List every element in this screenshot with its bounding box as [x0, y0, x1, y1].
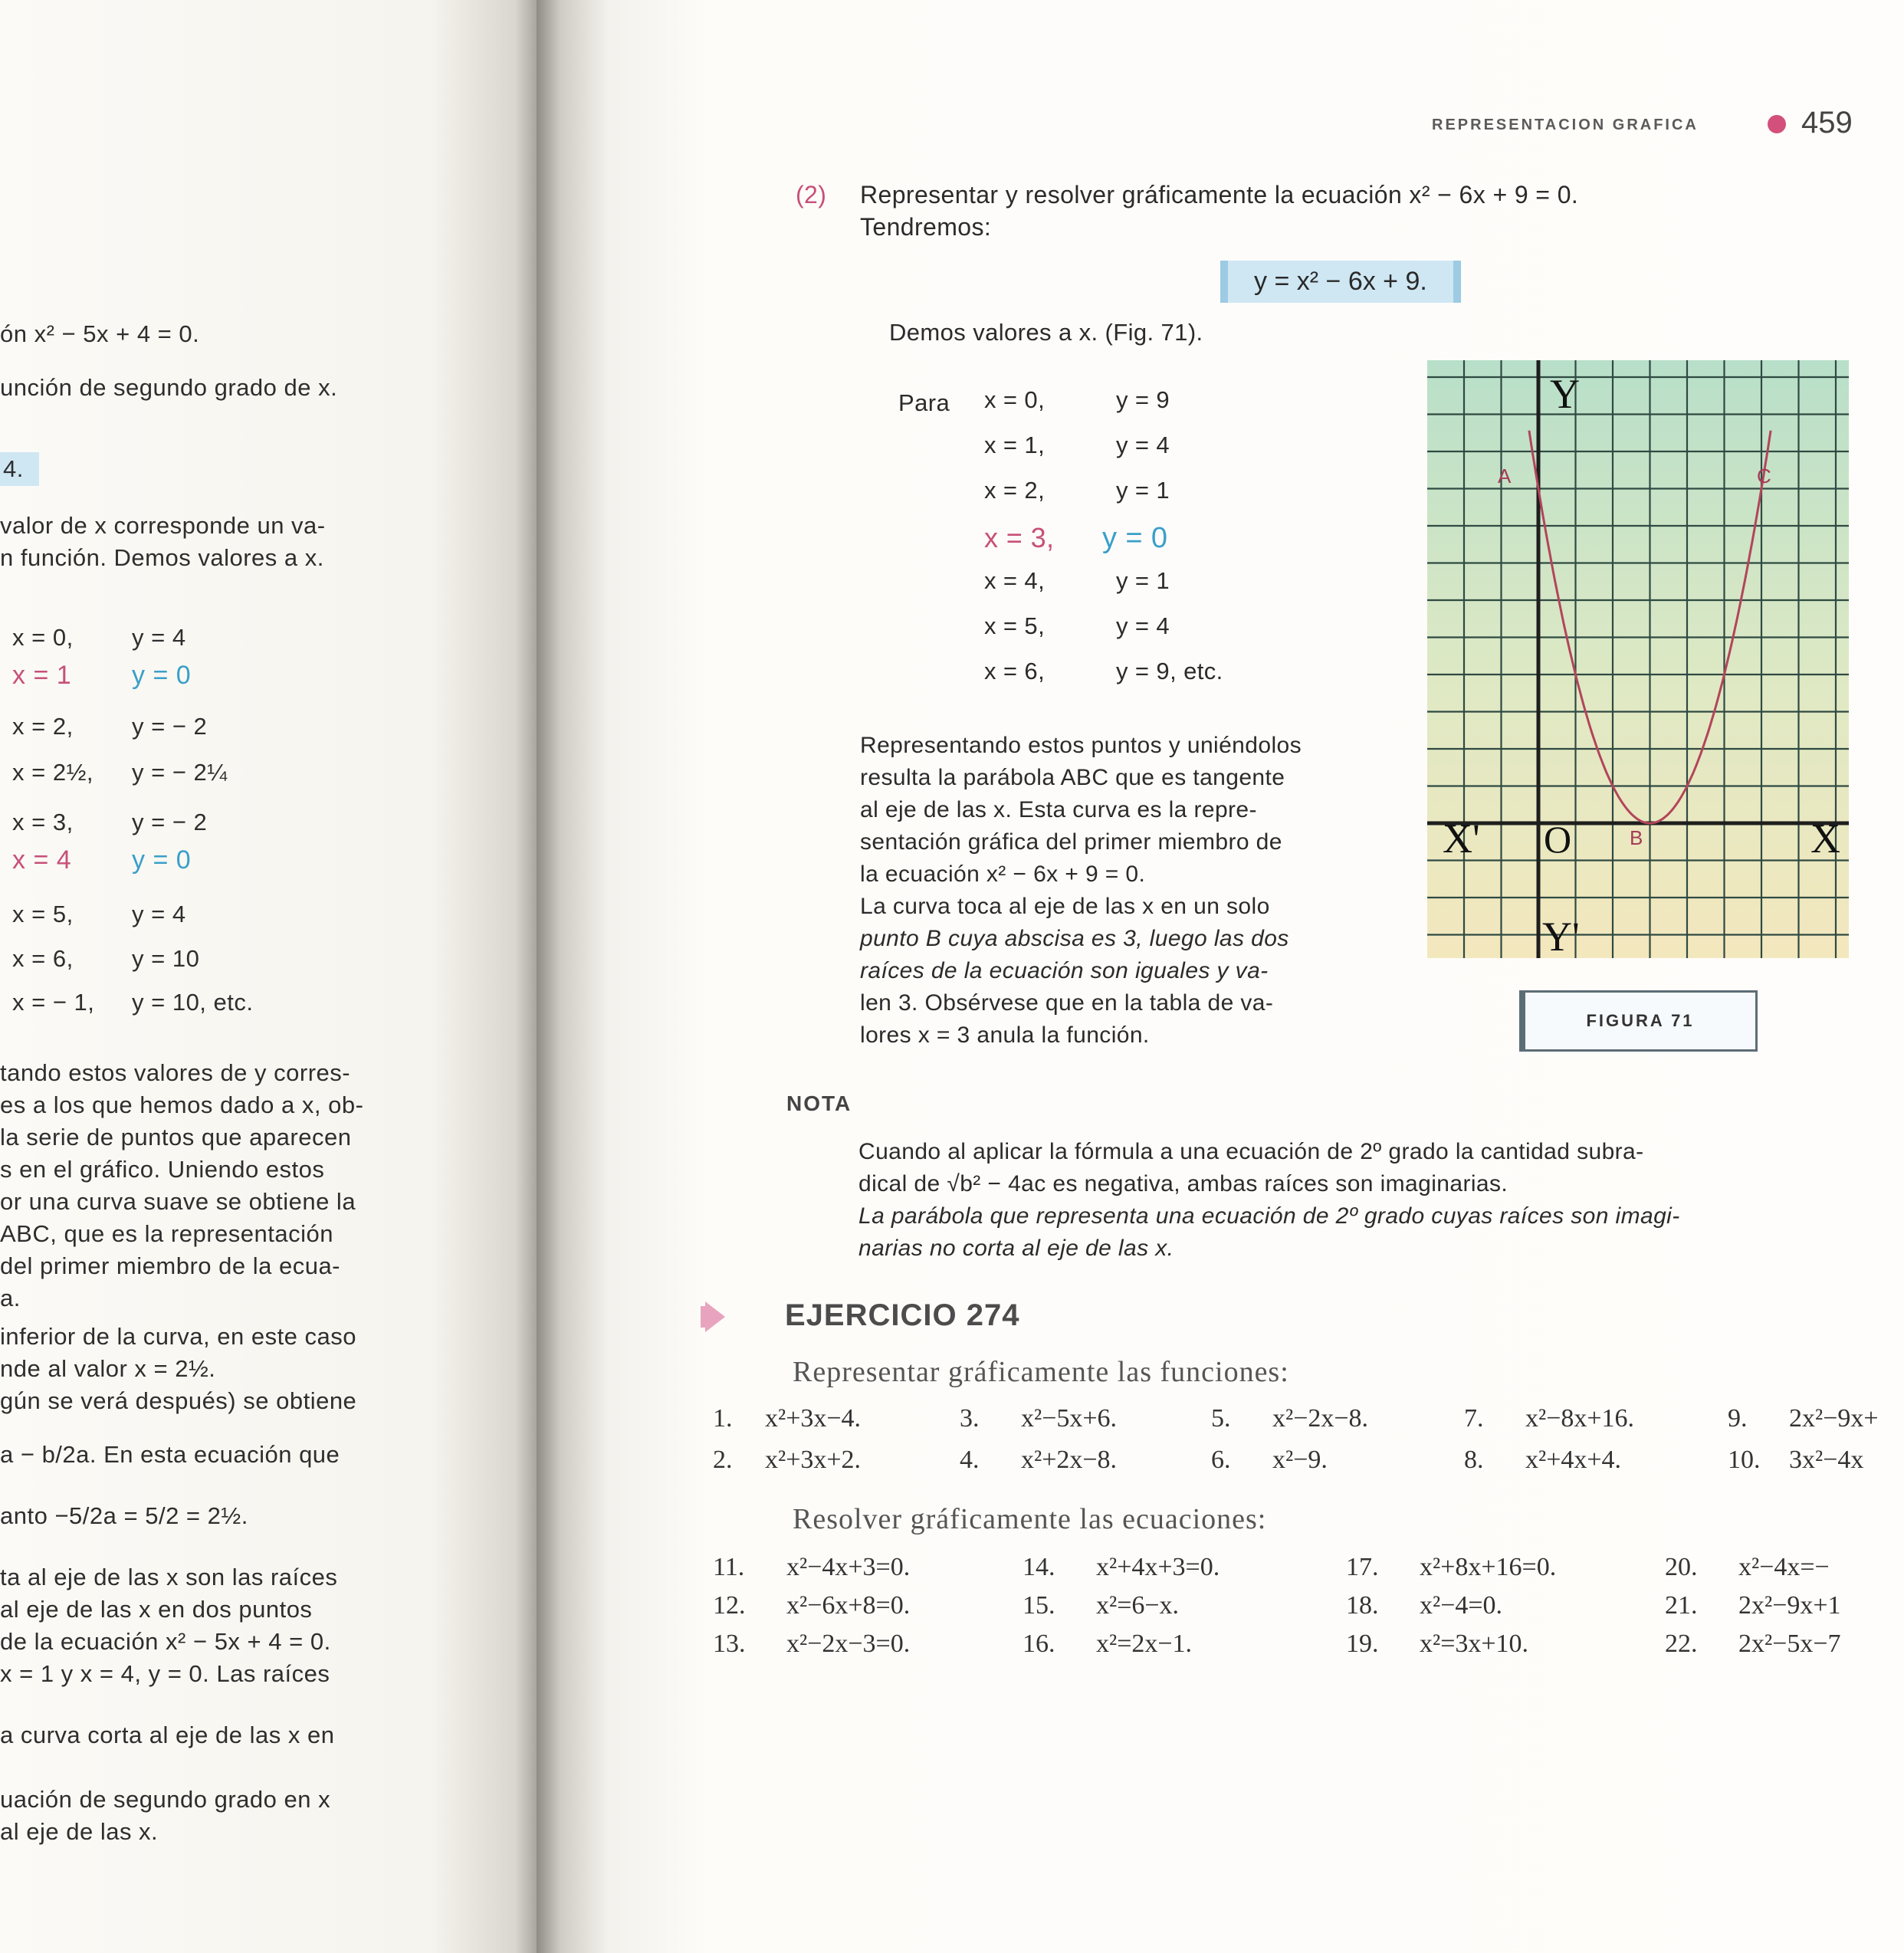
demos-valores: Demos valores a x. (Fig. 71).	[889, 319, 1203, 346]
left-table-x: x = 2,	[12, 713, 74, 740]
exercise-equation: x²+8x+16=0.	[1420, 1553, 1557, 1581]
left-table-y: y = 4	[132, 624, 186, 651]
left-paragraph-line: a.	[0, 1285, 21, 1311]
exercise-number: 20.	[1665, 1553, 1698, 1581]
exercise-number: 14.	[1023, 1553, 1055, 1581]
exercise-number: 3.	[960, 1404, 980, 1433]
exercise-function: x²+4x+4.	[1525, 1446, 1622, 1474]
left-paragraph-line: ta al eje de las x son las raíces	[0, 1564, 338, 1590]
left-table-y: y = 4	[132, 901, 186, 927]
value-table-x: x = 6,	[984, 658, 1046, 684]
left-paragraph-line: al eje de las x.	[0, 1818, 159, 1845]
explanation-line: lores x = 3 anula la función.	[860, 1022, 1150, 1048]
parabola-graph	[1427, 360, 1849, 958]
left-table-x: x = 4	[12, 845, 72, 875]
value-table-x: x = 5,	[984, 612, 1046, 639]
exercise-equation: x²−6x+8=0.	[786, 1591, 911, 1620]
exercise-function: x²−2x−8.	[1272, 1404, 1369, 1433]
exercise-number: 22.	[1665, 1630, 1698, 1658]
value-table-y: y = 4	[1116, 432, 1170, 458]
left-paragraph-line: a curva corta al eje de las x en	[0, 1722, 335, 1748]
left-table-y: y = − 2¼	[132, 759, 228, 786]
exercise-number: 4.	[960, 1446, 980, 1474]
exercise-number: 21.	[1665, 1591, 1698, 1620]
problem-number: (2)	[796, 181, 827, 208]
left-top-line: valor de x corresponde un va-	[0, 512, 326, 539]
left-paragraph-line: uación de segundo grado en x	[0, 1786, 331, 1813]
exercise-equation: x²−4x+3=0.	[786, 1553, 911, 1581]
graph-background	[1427, 360, 1849, 958]
left-paragraph-line: a − b/2a. En esta ecuación que	[0, 1441, 340, 1468]
exercise-function: x²−8x+16.	[1525, 1404, 1635, 1433]
nota-line: La parábola que representa una ecuación de 2º grado cuyas raíces son imagi-	[858, 1203, 1680, 1229]
exercise-function: 2x²−9x+	[1789, 1404, 1879, 1433]
left-table-y: y = − 2	[132, 809, 208, 835]
exercise-number: 18.	[1346, 1591, 1379, 1620]
exercise-function: x²−9.	[1272, 1446, 1328, 1474]
left-paragraph-line: s en el gráfico. Uniendo estos	[0, 1156, 325, 1183]
explanation-line: la ecuación x² − 6x + 9 = 0.	[860, 862, 1146, 887]
exercise-number: 10.	[1728, 1446, 1761, 1474]
exercise-title: EJERCICIO 274	[785, 1298, 1020, 1332]
left-highlight-fragment: 4.	[0, 452, 39, 486]
exercise-number: 16.	[1023, 1630, 1055, 1658]
explanation-line: resulta la parábola ABC que es tangente	[860, 765, 1285, 790]
main-equation: y = x² − 6x + 9.	[1220, 261, 1461, 303]
exercise-equation: x²=3x+10.	[1420, 1630, 1529, 1658]
left-paragraph-line: nde al valor x = 2½.	[0, 1355, 216, 1382]
value-table-y: y = 9, etc.	[1116, 658, 1223, 684]
nota-line: dical de √b² − 4ac es negativa, ambas raíces son imaginarias.	[858, 1171, 1508, 1196]
left-paragraph-line: tando estos valores de y corres-	[0, 1059, 351, 1086]
left-table-y: y = − 2	[132, 713, 208, 740]
left-paragraph-line: inferior de la curva, en este caso	[0, 1323, 357, 1350]
exercise-number: 5.	[1211, 1404, 1231, 1433]
left-table-y: y = 10	[132, 945, 200, 972]
exercise-equation: 2x²−9x+1	[1738, 1591, 1841, 1620]
exercise-equation: 2x²−5x−7	[1738, 1630, 1841, 1658]
para-label: Para	[898, 389, 950, 416]
left-paragraph-line: or una curva suave se obtiene la	[0, 1188, 356, 1215]
left-paragraph-line: gún se verá después) se obtiene	[0, 1387, 357, 1414]
exercise-instruction-equations: Resolver gráficamente las ecuaciones:	[793, 1503, 1267, 1535]
left-top-line: ón x² − 5x + 4 = 0.	[0, 320, 200, 347]
left-top-line: n función. Demos valores a x.	[0, 544, 324, 571]
exercise-equation: x²=2x−1.	[1096, 1630, 1193, 1658]
exercise-equation: x²−4x=−	[1738, 1553, 1830, 1581]
axis-label-y-prime: Y'	[1542, 914, 1580, 958]
value-table-y: y = 1	[1116, 567, 1170, 594]
figure-caption: FIGURA 71	[1519, 990, 1758, 1052]
explanation-line: La curva toca al eje de las x en un solo	[860, 894, 1270, 919]
exercise-equation: x²=6−x.	[1096, 1591, 1180, 1620]
point-label-c: C	[1757, 464, 1771, 487]
exercise-equation: x²−4=0.	[1420, 1591, 1503, 1620]
exercise-number: 13.	[713, 1630, 746, 1658]
left-table-x: x = 5,	[12, 901, 74, 927]
exercise-number: 19.	[1346, 1630, 1379, 1658]
exercise-number: 2.	[713, 1446, 733, 1474]
exercise-number: 12.	[713, 1591, 746, 1620]
explanation-line: sentación gráfica del primer miembro de	[860, 829, 1282, 855]
origin-label: O	[1544, 818, 1572, 861]
left-paragraph-line: ABC, que es la representación	[0, 1220, 333, 1247]
left-paragraph-line: la serie de puntos que aparecen	[0, 1124, 352, 1150]
exercise-number: 11.	[713, 1553, 745, 1581]
exercise-arrow-icon	[705, 1301, 725, 1332]
exercise-function: x²+3x−4.	[765, 1404, 862, 1433]
value-table-y: y = 0	[1102, 522, 1168, 554]
left-paragraph-line: x = 1 y x = 4, y = 0. Las raíces	[0, 1660, 330, 1687]
left-top-line: unción de segundo grado de x.	[0, 374, 338, 401]
exercise-number: 9.	[1728, 1404, 1748, 1433]
left-table-y: y = 0	[132, 661, 192, 690]
exercise-function: x²+3x+2.	[765, 1446, 862, 1474]
left-table-x: x = 1	[12, 661, 72, 690]
exercise-number: 8.	[1464, 1446, 1484, 1474]
left-table-y: y = 0	[132, 845, 192, 875]
left-table-x: x = 3,	[12, 809, 74, 835]
explanation-line: len 3. Obsérvese que en la tabla de va-	[860, 990, 1274, 1016]
page-number: 459	[1801, 106, 1853, 140]
axis-label-y: Y	[1550, 371, 1580, 417]
left-table-x: x = 0,	[12, 624, 74, 651]
left-paragraph-line: del primer miembro de la ecua-	[0, 1252, 341, 1279]
left-table-x: x = 2½,	[12, 759, 94, 786]
nota-line: narias no corta al eje de las x.	[858, 1236, 1174, 1261]
left-table-x: x = − 1,	[12, 989, 95, 1016]
axis-label-x-prime: X'	[1443, 816, 1480, 862]
left-paragraph-line: es a los que hemos dado a x, ob-	[0, 1091, 364, 1118]
value-table-y: y = 1	[1116, 477, 1170, 504]
explanation-line: Representando estos puntos y uniéndolos	[860, 733, 1302, 758]
exercise-number: 1.	[713, 1404, 733, 1433]
explanation-line: raíces de la ecuación son iguales y va-	[860, 958, 1269, 983]
book-gutter	[537, 0, 606, 1953]
exercise-number: 6.	[1211, 1446, 1231, 1474]
value-table-y: y = 4	[1116, 612, 1170, 639]
left-paragraph-line: anto −5/2a = 5/2 = 2½.	[0, 1502, 248, 1529]
point-label-b: B	[1630, 826, 1643, 849]
header-dot-icon	[1768, 115, 1786, 133]
axis-label-x: X	[1810, 816, 1840, 862]
left-paragraph-line: al eje de las x en dos puntos	[0, 1596, 313, 1623]
value-table-x: x = 4,	[984, 567, 1046, 594]
exercise-function: 3x²−4x	[1789, 1446, 1864, 1474]
problem-tendremos: Tendremos:	[860, 213, 992, 241]
exercise-instruction-functions: Representar gráficamente las funciones:	[793, 1356, 1289, 1388]
value-table-x: x = 3,	[984, 522, 1055, 553]
left-page	[0, 0, 537, 1953]
exercise-equation: x²+4x+3=0.	[1096, 1553, 1220, 1581]
explanation-line: punto B cuya abscisa es 3, luego las dos	[860, 926, 1289, 951]
left-table-x: x = 6,	[12, 945, 74, 972]
exercise-number: 15.	[1023, 1591, 1055, 1620]
exercise-function: x²−5x+6.	[1021, 1404, 1118, 1433]
nota-title: NOTA	[786, 1091, 852, 1115]
left-table-y: y = 10, etc.	[132, 989, 254, 1016]
exercise-number: 17.	[1346, 1553, 1379, 1581]
value-table-x: x = 2,	[984, 477, 1046, 504]
exercise-equation: x²−2x−3=0.	[786, 1630, 911, 1658]
problem-statement: Representar y resolver gráficamente la ecuación x² − 6x + 9 = 0.	[860, 181, 1579, 208]
exercise-function: x²+2x−8.	[1021, 1446, 1118, 1474]
left-paragraph-line: de la ecuación x² − 5x + 4 = 0.	[0, 1628, 331, 1655]
point-label-a: A	[1498, 464, 1512, 487]
exercise-number: 7.	[1464, 1404, 1484, 1433]
running-header: REPRESENTACION GRAFICA	[1432, 117, 1699, 133]
nota-line: Cuando al aplicar la fórmula a una ecuación de 2º grado la cantidad subra-	[858, 1139, 1644, 1164]
value-table-x: x = 0,	[984, 386, 1046, 413]
explanation-line: al eje de las x. Esta curva es la repre-	[860, 797, 1257, 822]
value-table-y: y = 9	[1116, 386, 1170, 413]
value-table-x: x = 1,	[984, 432, 1046, 458]
